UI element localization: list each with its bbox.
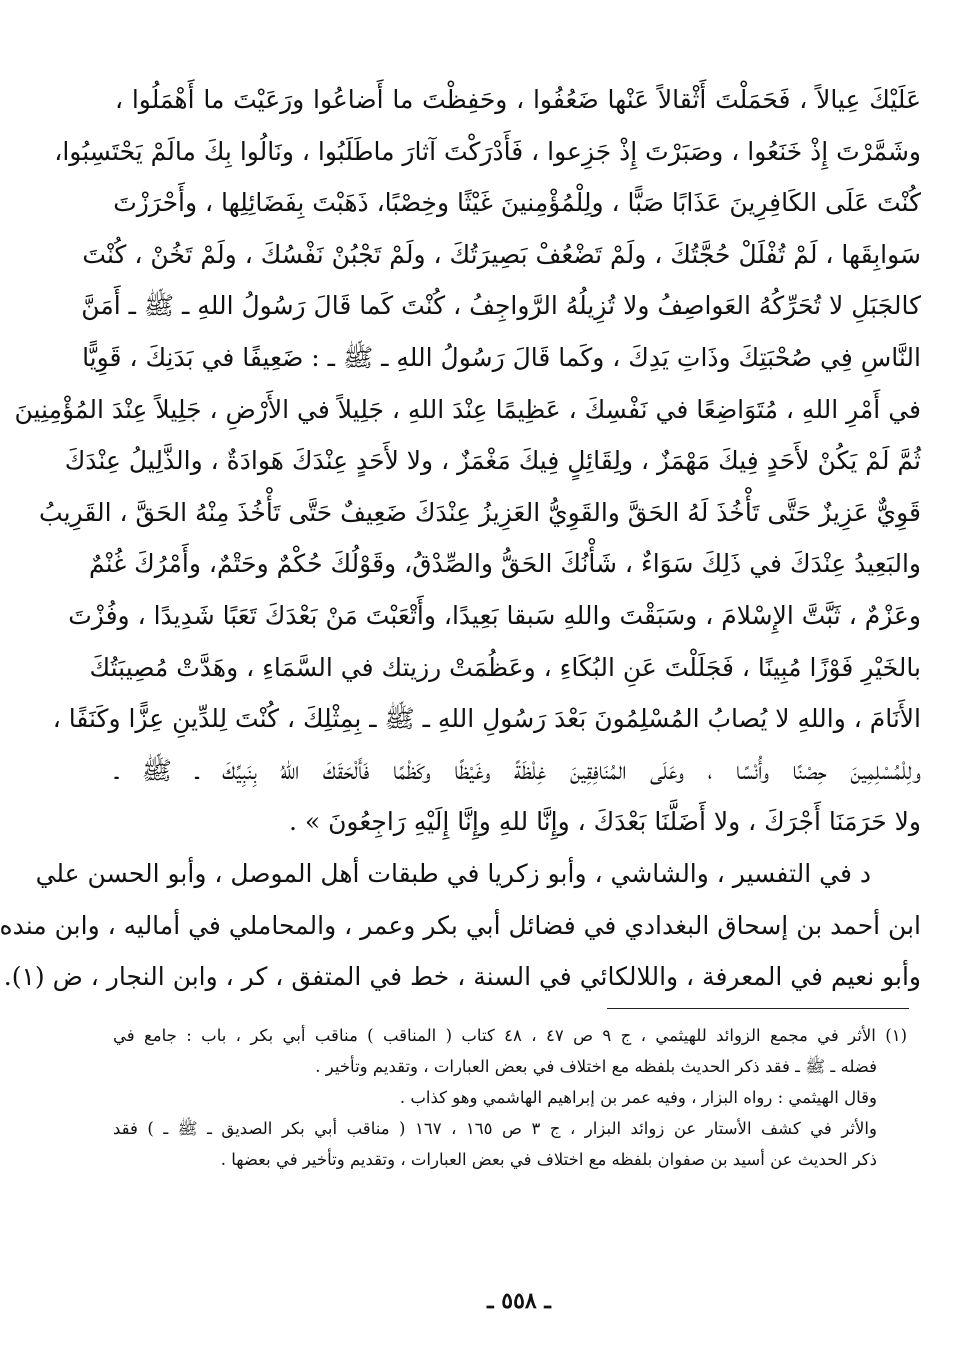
text-line: وشَمَّرْتَ إِذْ خَنَعُوا ، وصَبَرْتَ إِذْ جَزِعوا ، فَأَدْرَكْتَ آثارَ ماطَلَبُوا ، ونَالُوا بِكَ مالَمْ يَحْتَسِبُوا، bbox=[54, 136, 921, 166]
text-line: والبَعِيدُ عِنْدَكَ في ذَلِكَ سَوَاءٌ ، شَأْنُكَ الحَقُّ والصِّدْقُ، وقَوْلُكَ حُكْمٌ وحَتْمٌ، وأَمْرُكَ غُنْمٌ bbox=[88, 549, 921, 579]
text-line: ثُمَّ لَمْ يَكُنْ لأَحَدٍ فِيكَ مَهْمَزٌ ، ولِقَائِلٍ فِيكَ مَغْمَزٌ ، ولا لأَحَدٍ عِنْدَكَ هَوادَةٌ ، والذَّلِيلُ عِنْدَكَ bbox=[64, 446, 921, 476]
footnote-line: فضله ـ ﷺ ـ فقد ذكر الحديث بلفظه مع اختلاف في بعض العبارات ، وتقديم وتأخير . bbox=[315, 1057, 877, 1076]
text-line: سَوابِقَها ، لَمْ تُفْلَلْ حُجَّتُكَ ، ولَمْ تَضْعُفْ بَصِيرَتُكَ ، ولَمْ تَجْبُنْ نَفْسُكَ ، ولَمْ تَخُنْ ، كُنْتَ bbox=[82, 239, 921, 269]
text-line: كُنْتَ عَلَى الكَافِرِينَ عَذَابًا صَبًّا ، ولِلْمُؤْمِنينَ غَيْثًا وخِصْبًا، ذَهَبْتَ بِفَضَائِلِها ، وأَحْرَزْتَ bbox=[113, 188, 921, 218]
text-line: كالجَبَلِ لا تُحَرِّكُهُ العَواصِفُ ولا تُزِيلُهُ الرَّواجِفُ ، كُنْتَ كَما قَالَ رَسُولُ اللهِ ـ ﷺ ـ أَمَنَّ bbox=[81, 291, 921, 321]
footnote-divider bbox=[607, 1008, 909, 1009]
text-line: وعَزْمٌ ، ثَبَّتَّ الإِسْلامَ ، وسَبَقْتَ واللهِ سَبقا بَعِيدًا، وأَتْعَبْتَ مَنْ بَعْدَكَ تَعَبًا شَدِيدًا ، وفُزْتَ bbox=[68, 600, 921, 630]
text-line: في أَمْرِ اللهِ ، مُتَوَاضِعًا في نَفْسِكَ ، عَظِيمًا عِنْدَ اللهِ ، جَلِيلاً في الأَرْضِ ، جَلِيلاً عِنْدَ المُؤْمِنِينَ bbox=[14, 394, 921, 424]
page-number: ـ ٥٥٨ ـ bbox=[487, 1288, 551, 1314]
text-line: قَوِيٌّ عَزِيزٌ حَتَّى تَأْخُذَ لَهُ الحَقَّ والقَوِيُّ العَزِيزُ عِنْدَكَ ضَعِيفٌ حَتَّى تَأْخُذَ مِنْهُ الحَقَّ ، القَرِيبُ bbox=[39, 497, 921, 527]
footnotes bbox=[113, 1020, 907, 1175]
text-line: ولا حَرَمَنَا أَجْرَكَ ، ولا أَضَلَّنَا بَعْدَكَ ، وإِنَّا للهِ وإِنَّا إِلَيْهِ رَاجِعُونَ » . bbox=[288, 807, 921, 837]
text-line: ولِلْمُسْلِمِينَ حِصْنًا وأُنْسًا ، وعَلَى المُنَافِقِينَ غِلْظَةً وغَيْظًا وكَظْمًا فَأَلْحَقَكَ اللهُ بِنَبِيِّكَ ـ ﷺ ـ bbox=[115, 755, 921, 785]
source-line: ابن أحمد بن إسحاق البغدادي في فضائل أبي بكر وعمر ، والمحاملي في أماليه ، وابن منده bbox=[0, 910, 921, 940]
text-line: عَلَيْكَ عِيالاً ، فَحَمَلْتَ أَثْقالاً عَنْها ضَعُفُوا ، وحَفِظْتَ ما أَضاعُوا ورَعَيْتَ ما أَهْمَلُوا ، bbox=[115, 85, 921, 114]
main-text bbox=[0, 74, 921, 1003]
text-line: الأَنَامَ ، واللهِ لا يُصابُ المُسْلِمُونَ بَعْدَ رَسُولِ اللهِ ـ ﷺ ـ بِمِثْلِكَ ، كُنْتَ لِلدِّينِ عِزًّا وكَنَفًا ، bbox=[52, 704, 921, 734]
text-line: بالخَيْرِ فَوْزًا مُبِينًا ، فَجَلَلْتَ عَنِ البُكَاءِ ، وعَظُمَتْ رزيتك في السَّمَاءِ ، وهَدَّتْ مُصِيبَتُكَ bbox=[89, 652, 921, 682]
footnote-line: (١) الأثر في مجمع الزوائد للهيثمي ، ج ٩ ص ٤٧ ، ٤٨ كتاب ( المناقب ) مناقب أبي بكر ، باب : جامع في bbox=[113, 1026, 907, 1045]
source-line: وأبو نعيم في المعرفة ، واللالكائي في السنة ، خط في المتفق ، كر ، وابن النجار ، ض (١). bbox=[3, 962, 921, 992]
text-line: النَّاسِ فِي صُحْبَتِكَ وذَاتِ يَدِكَ ، وكَما قَالَ رَسُولُ اللهِ ـ ﷺ ـ : ضَعِيفًا في بَدَنِكَ ، قَوِيًّا bbox=[82, 342, 921, 372]
footnote-line: والأثر في كشف الأستار عن زوائد البزار ، ج ٣ ص ١٦٥ ، ١٦٧ ( مناقب أبي بكر الصديق ـ ﷺ ـ ) فقد bbox=[113, 1119, 877, 1138]
footnote-line: ذكر الحديث عن أسيد بن صفوان بلفظه مع اختلاف في بعض العبارات ، وتقديم وتأخير في بعضها . bbox=[220, 1150, 877, 1169]
footnote-line: وقال الهيثمي : رواه البزار ، وفيه عمر بن إبراهيم الهاشمي وهو كذاب . bbox=[399, 1088, 877, 1107]
source-line: د في التفسير ، والشاشي ، وأبو زكريا في طبقات أهل الموصل ، وأبو الحسن علي bbox=[35, 858, 871, 888]
